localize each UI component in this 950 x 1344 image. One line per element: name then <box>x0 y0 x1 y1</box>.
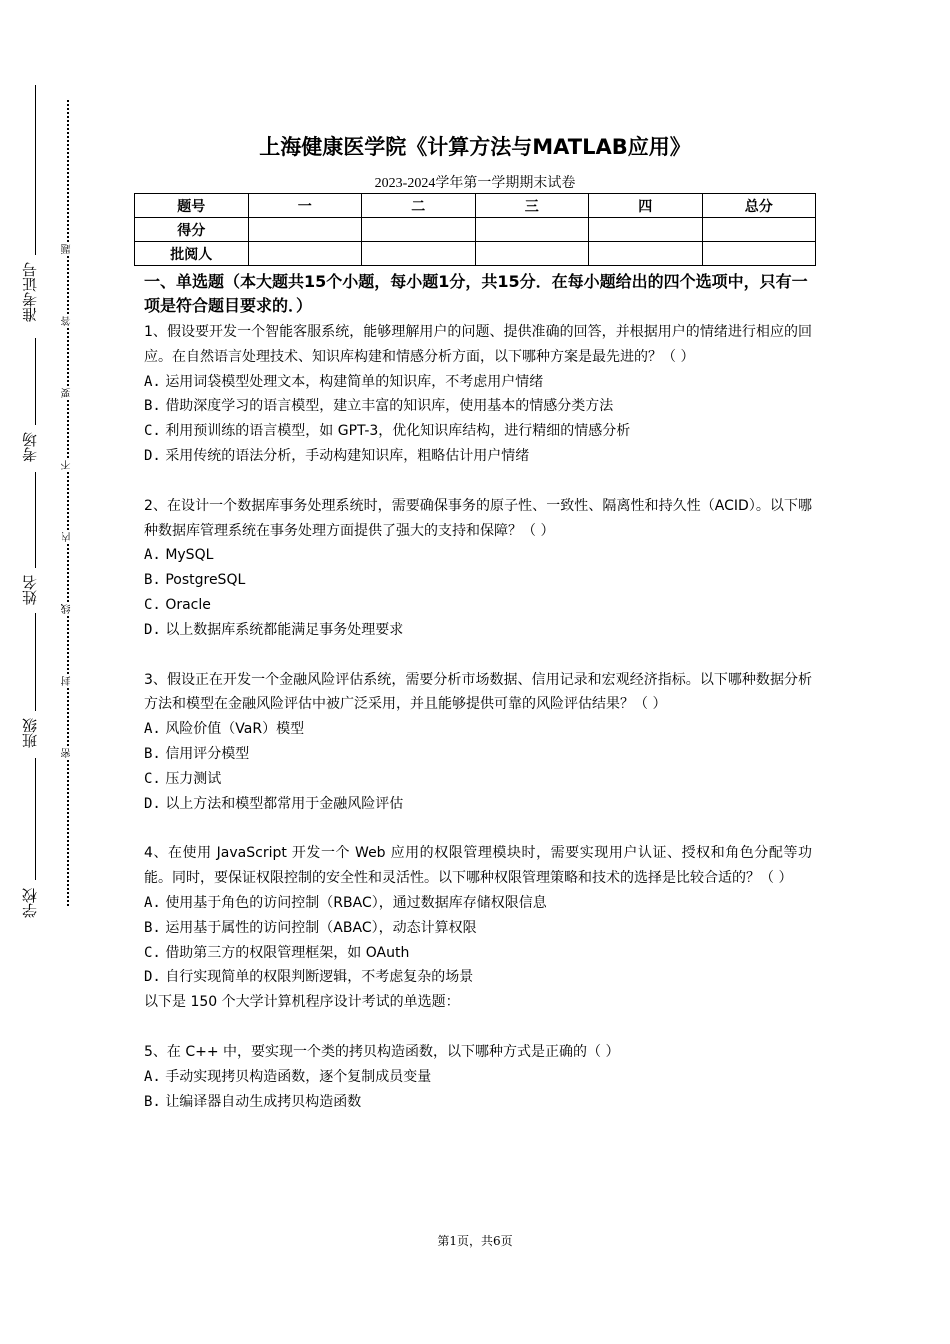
option-a: A. 手动实现拷贝构造函数，逐个复制成员变量 <box>144 1068 432 1085</box>
question-4 <box>144 841 812 1015</box>
question-stem: 2、在设计一个数据库事务处理系统时，需要确保事务的原子性、一致性、隔离性和持久性（ACID）。以下哪种数据库管理系统在事务处理方面提供了强大的支持和保障？（ ） <box>144 497 812 539</box>
seal-char: 要 <box>62 388 73 398</box>
option-a: A. MySQL <box>144 547 214 564</box>
underline-school <box>35 758 36 880</box>
option-d: D. 以上方法和模型都常用于金融风险评估 <box>144 795 404 812</box>
question-3 <box>144 668 812 817</box>
section-heading: 一、单选题（本大题共15个小题，每小题1分，共15分．在每小题给出的四个选项中，只有一项是符合题目要求的．） <box>144 272 808 315</box>
option-b: B. 信用评分模型 <box>144 745 250 762</box>
option-a: A. 运用词袋模型处理文本，构建简单的知识库，不考虑用户情绪 <box>144 373 544 390</box>
label-class: 班级 <box>21 718 39 748</box>
question-stem: 3、假设正在开发一个金融风险评估系统，需要分析市场数据、信用记录和宏观经济指标。以下哪种数据分析方法和模型在金融风险评估中被广泛采用，并且能够提供可靠的风险评估结果？（ ） <box>144 671 812 713</box>
option-c: C. Oracle <box>144 596 211 613</box>
col-header: 三 <box>475 194 589 218</box>
row-header: 得分 <box>135 218 249 242</box>
underline-class <box>35 613 36 711</box>
score-cell <box>362 218 476 242</box>
question-1 <box>144 320 812 469</box>
label-exam-number: 准考证号 <box>21 262 39 322</box>
question-content <box>144 270 812 1114</box>
question-stem: 1、假设要开发一个智能客服系统，能够理解用户的问题、提供准确的回答，并根据用户的情绪进行相应的回应。在自然语言处理技术、知识库构建和情感分析方面，以下哪种方案是最先进的？（ ） <box>144 324 812 365</box>
score-cell <box>248 218 362 242</box>
underline-exam-number <box>35 85 36 255</box>
option-c: C. 利用预训练的语言模型，如 GPT-3，优化知识库结构，进行精细的情感分析 <box>144 423 631 440</box>
grader-cell <box>362 242 476 266</box>
question-2 <box>144 494 812 643</box>
question-5 <box>144 1040 812 1114</box>
option-a: A. 使用基于角色的访问控制（RBAC），通过数据库存储权限信息 <box>144 894 547 911</box>
score-cell <box>475 218 589 242</box>
exam-subtitle: 2023-2024学年第一学期期末试卷 <box>374 176 576 191</box>
col-header: 二 <box>362 194 476 218</box>
underline-exam-room <box>35 338 36 425</box>
col-header: 题号 <box>135 194 249 218</box>
label-name: 姓名 <box>21 575 39 605</box>
grader-cell <box>475 242 589 266</box>
option-a: A. 风险价值（VaR）模型 <box>144 721 305 738</box>
seal-char: 封 <box>62 676 73 686</box>
option-d: D. 采用传统的语法分析，手动构建知识库，粗略估计用户情绪 <box>144 447 530 464</box>
col-header: 四 <box>589 194 703 218</box>
score-row <box>135 218 816 242</box>
seal-char: 密 <box>62 748 73 758</box>
row-header: 批阅人 <box>135 242 249 266</box>
grader-cell <box>589 242 703 266</box>
option-b: B. 让编译器自动生成拷贝构造函数 <box>144 1093 362 1110</box>
label-exam-room: 考场 <box>21 432 39 462</box>
seal-char: 内 <box>62 532 73 542</box>
seal-char: 题 <box>62 244 73 254</box>
score-table <box>134 193 816 266</box>
col-header: 总分 <box>702 194 816 218</box>
exam-title: 上海健康医学院《计算方法与MATLAB应用》 <box>259 135 691 159</box>
grader-cell <box>702 242 816 266</box>
question-stem: 4、在使用 JavaScript 开发一个 Web 应用的权限管理模块时，需要实现用户认证、授权和角色分配等功能。同时，要保证权限控制的安全性和灵活性。以下哪种权限管理策略和技术的选择是比较合适的？（ ） <box>144 845 812 887</box>
seal-char: 线 <box>62 604 73 614</box>
option-d: D. 以上数据库系统都能满足事务处理要求 <box>144 621 404 638</box>
option-d: D. 自行实现简单的权限判断逻辑，不考虑复杂的场景 <box>144 969 474 986</box>
question-stem: 5、在 C++ 中，要实现一个类的拷贝构造函数，以下哪种方式是正确的（ ） <box>144 1043 620 1060</box>
question-trailer-note: 以下是 150 个大学计算机程序设计考试的单选题： <box>144 994 460 1011</box>
option-c: C. 借助第三方的权限管理框架，如 OAuth <box>144 944 410 961</box>
option-b: B. PostgreSQL <box>144 572 246 589</box>
grader-cell <box>248 242 362 266</box>
score-cell <box>702 218 816 242</box>
seal-dotted-line <box>67 100 69 906</box>
seal-char: 答 <box>62 316 73 326</box>
seal-char: 不 <box>62 460 73 470</box>
underline-name <box>35 472 36 568</box>
grader-row <box>135 242 816 266</box>
label-school: 学校 <box>21 888 39 918</box>
col-header: 一 <box>248 194 362 218</box>
score-table-header-row <box>135 194 816 218</box>
option-c: C. 压力测试 <box>144 770 222 787</box>
score-cell <box>589 218 703 242</box>
option-b: B. 运用基于属性的访问控制（ABAC），动态计算权限 <box>144 919 477 936</box>
page-footer: 第1页，共6页 <box>437 1234 513 1248</box>
option-b: B. 借助深度学习的语言模型，建立丰富的知识库，使用基本的情感分类方法 <box>144 398 614 415</box>
